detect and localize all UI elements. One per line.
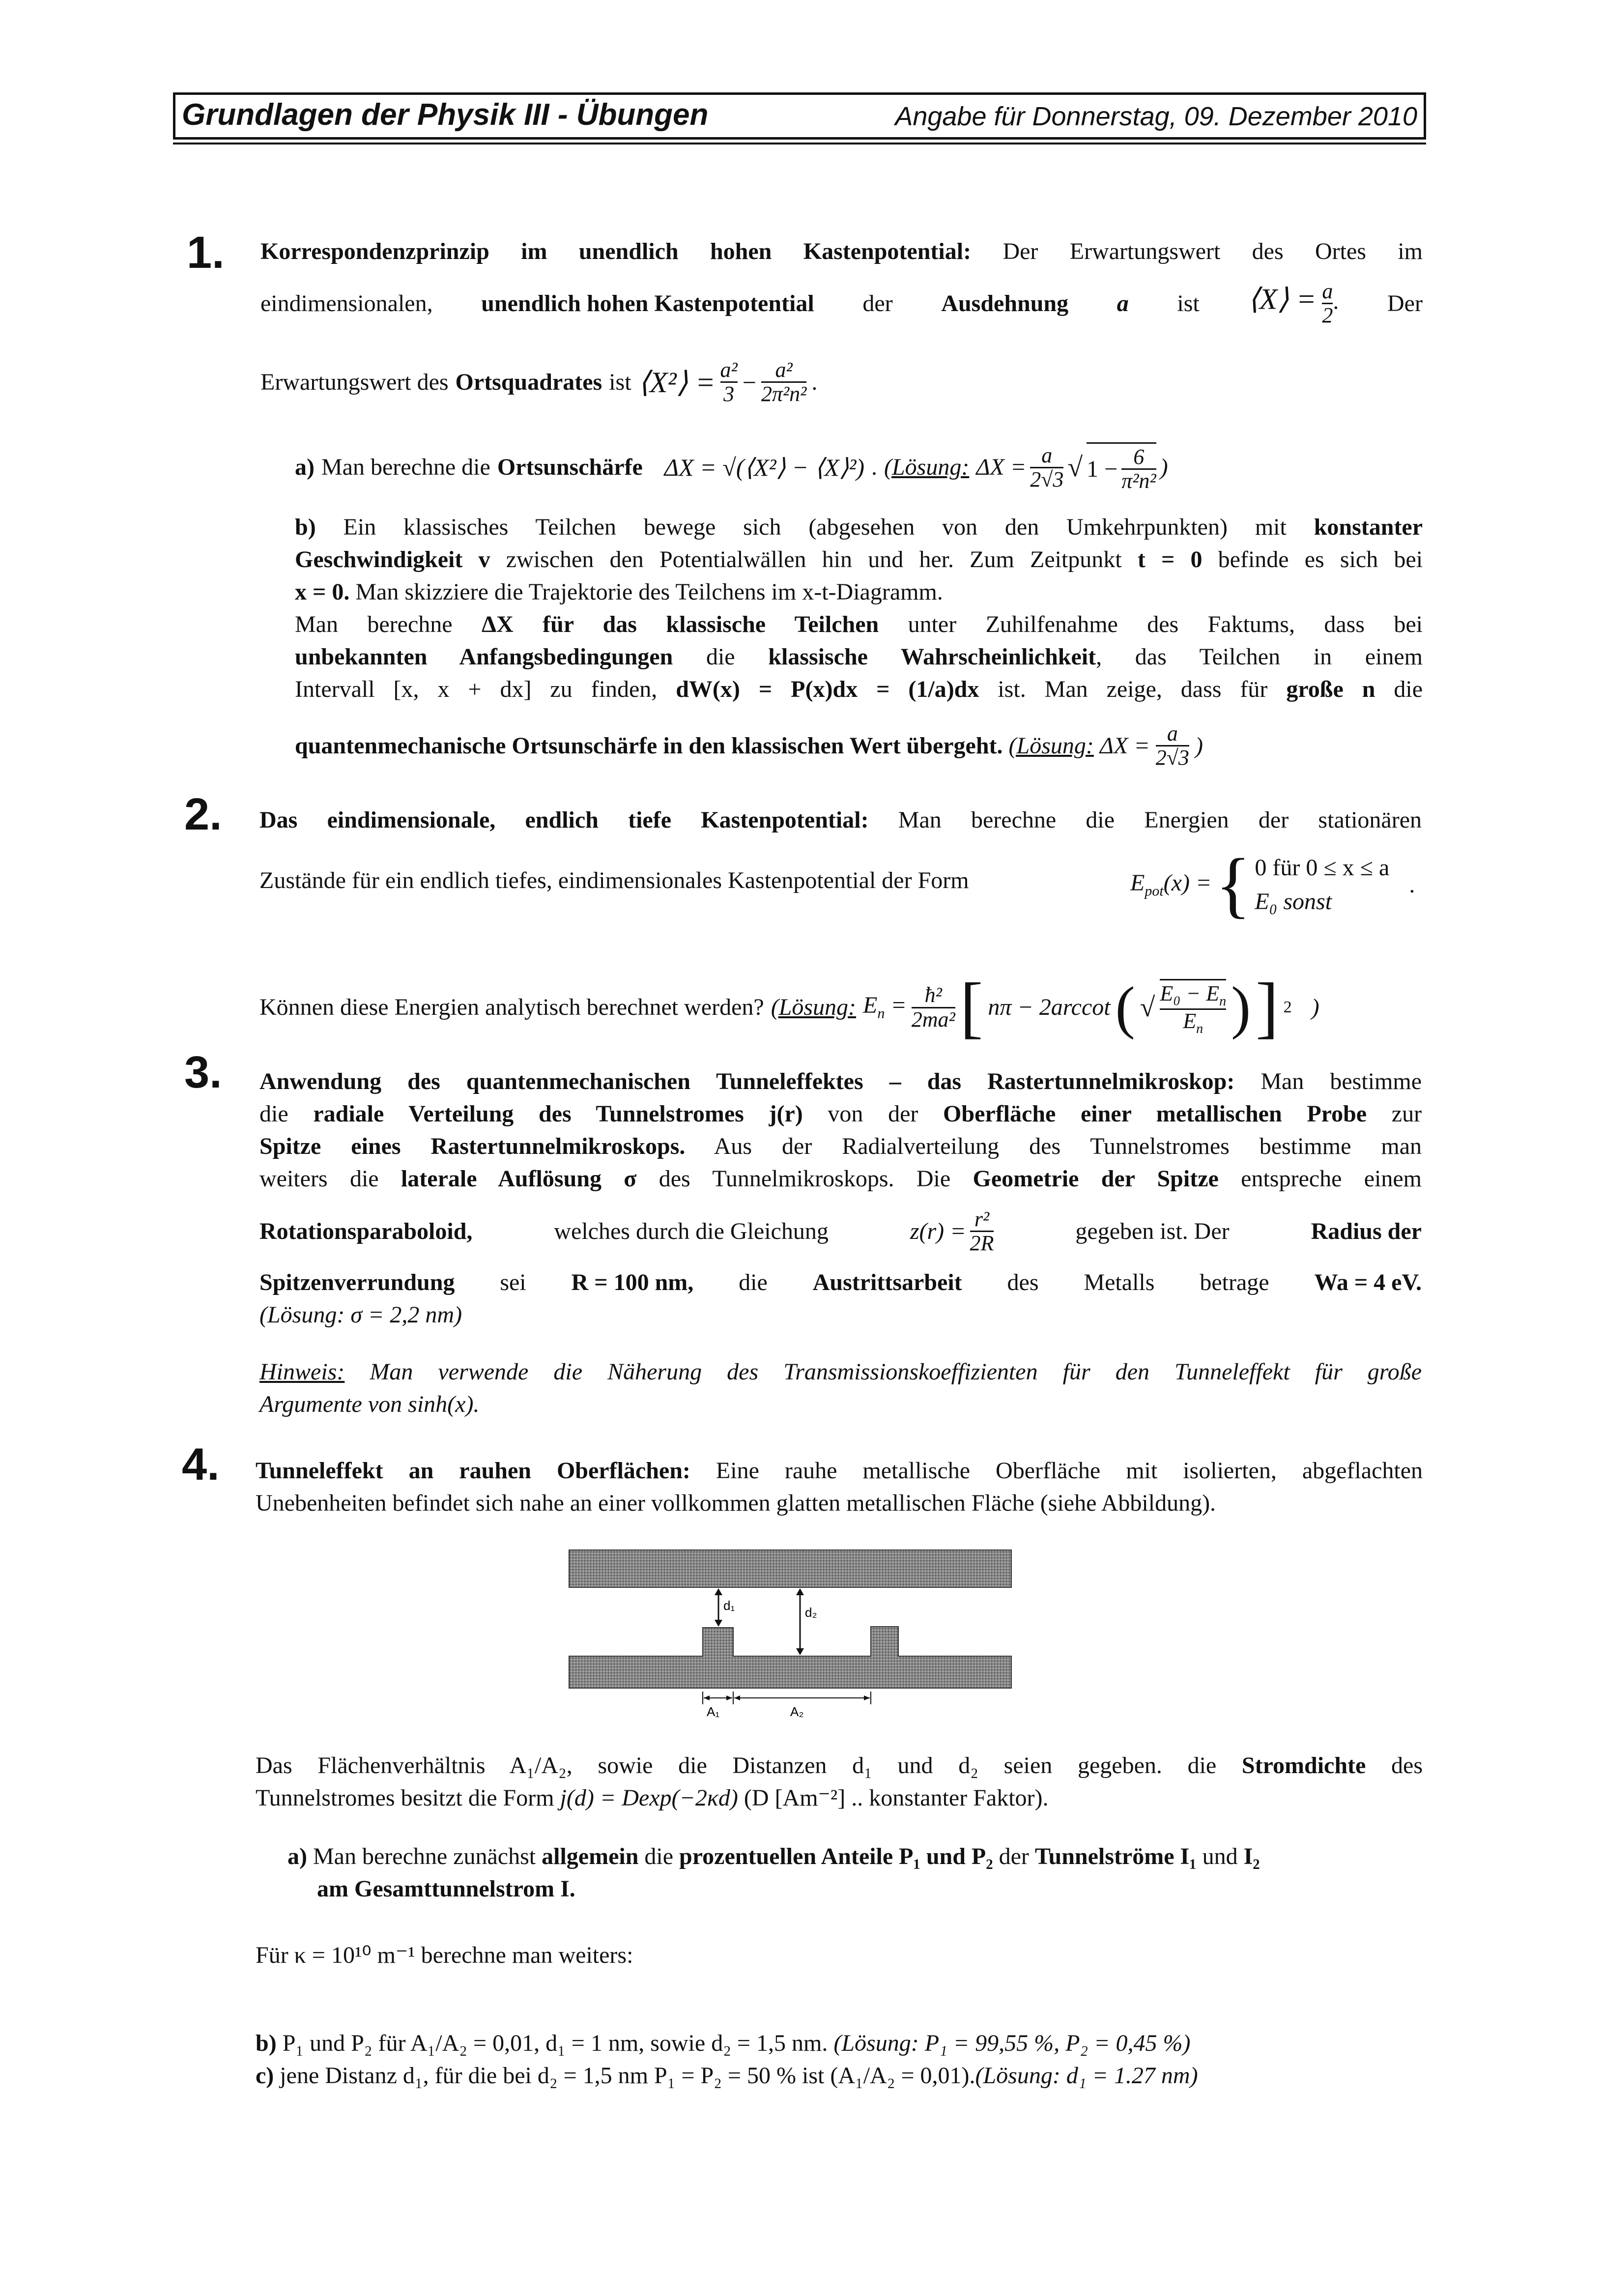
date-line: Angabe für Donnerstag, 09. Dezember 2010 — [895, 102, 1417, 131]
problem-number: 1. — [187, 228, 225, 278]
rough-surface-figure — [560, 1548, 1027, 1720]
problem1-part-b: b) Ein klassisches Teilchen bewege sich (abgesehen von den Umkehrpunkten) mit konstanter Geschwindigkeit v zwischen den Potentialwällen hin und her. Zum Zeitpunkt t = 0 befinde es sich bei x = 0. Man skizziere die Trajektorie des Teilchens im x-t-Diagramm. Man berechne ΔX für das klassische Teilchen unter Zuhilfenahme des Faktums, dass bei unbekannten Anfangsbedingungen die klassische Wahrscheinlichkeit, das Teilchen in einem Intervall [x, x + dx] zu finden, dW(x) = P(x)dx = (1/a)dx ist. Man zeige, dass für große n die quantenmechanische Ortsunschärfe in den klassischen Wert übergeht. (Lösung: ΔX = $\frac{a}{2√3}$ ) — [295, 514, 1423, 770]
problem-number: 2. — [184, 789, 222, 839]
d1-label: d₁ — [723, 1598, 735, 1613]
problem-number: 3. — [184, 1047, 222, 1097]
formula-epot: $E_{pot}(x)$ = { 0 für 0 ≤ x ≤ a E₀ sonst . — [1130, 844, 1415, 925]
smooth-metal-surface — [569, 1550, 1011, 1587]
problem1-line2: eindimensionalen, unendlich hohen Kastenpotential der Ausdehnung a ist ⟨X⟩ = $\frac{a}{2}$ . Der — [260, 279, 1423, 328]
formula-delta-x-solution: ΔX = $\frac{a}{2√3}$ √ 1 − $\frac{6}{\text{π²n²}}$ ) — [976, 443, 1168, 493]
problem3-body: Anwendung des quantenmechanischen Tunneleffektes – das Rastertunnelmikroskop: Man bestimme die radiale Verteilung des Tunnelstromes j(r) von der Oberfläche einer metallischen Probe zur Spitze eines Rastertunnelmikroskops. Aus der Radialverteilung des Tunnelstromes bestimme man weiters die laterale Auflösung σ des Tunnelmikroskops. Die Geometrie der Spitze entspreche einem Rotationsparaboloid, welches durch die Gleichung z(r) = $\frac{\text{r²}}{2R}$ gegeben ist. Der Radius der Spitzenverrundung sei R = 100 nm, die Austrittsarbeit des Metalls betrage Wa = 4 eV. (Lösung: σ = 2,2 nm) Hinweis: Man verwende die Näherung des Transmissionskoeffizienten für den Tunneleffekt für große Argumente von sinh(x). — [259, 1068, 1422, 1418]
problem3-solution: (Lösung: σ = 2,2 nm) — [259, 1302, 462, 1328]
formula-expect-x2: ⟨X²⟩ = $\frac{\text{a²}}{3}$ − $\frac{\text{a²}}{\text{2π²n²}}$ . — [638, 358, 818, 406]
a2-label: A₂ — [790, 1704, 804, 1719]
course-title: Grundlagen der Physik III - Übungen — [182, 98, 709, 132]
problem1-line1: Korrespondenzprinzip im unendlich hohen Kastenpotential: Der Erwartungswert des Ortes im — [260, 238, 1423, 264]
rough-metal-surface — [569, 1627, 1011, 1688]
problem4-body: Das Flächenverhältnis A₁/A₂, sowie die Distanzen d₁ und d₂ seien gegeben. die Stromdichte des Tunnelstromes besitzt die Form j(d) = Dexp(−2κd) (D [Am⁻²] .. konstanter Faktor). — [256, 1752, 1423, 1811]
problem4-intro: Tunneleffekt an rauhen Oberflächen: Eine rauhe metallische Oberfläche mit isolierten, abgeflachten Unebenheiten befindet sich nahe an einer vollkommen glatten metallischen Fläche (siehe Abbildung). — [256, 1458, 1423, 1516]
header-rule — [173, 143, 1426, 144]
problem2-line2: Zustände für ein endlich tiefes, eindimensionales Kastenpotential der Form — [259, 867, 969, 893]
formula-expect-x: ⟨X⟩ = $\frac{a}{2}$ . — [1248, 279, 1339, 328]
formula-delta-x-classic: ΔX = — [1099, 732, 1150, 759]
formula-zr: z(r) = $\frac{\text{r²}}{2R}$ — [910, 1207, 994, 1256]
problem2-title: Das eindimensionale, endlich tiefe Kastenpotential: — [259, 807, 869, 833]
a1-label: A₁ — [707, 1704, 720, 1719]
formula-en: $E_n$ = $\frac{\text{ħ²}}{\text{2ma²}}$ [ nπ − 2arccot ( √ $\frac{E_0 - E_n}{E_n}$ ) ] 2 ) — [863, 969, 1319, 1045]
problem-number: 4. — [182, 1439, 220, 1490]
problem4-parts-bc: b) P₁ und P₂ für A₁/A₂ = 0,01, d₁ = 1 nm, sowie d₂ = 1,5 nm. (Lösung: P₁ = 99,55 %, P₂ = 0,45 %) c) jene Distanz d₁, für die bei d₂ = 1,5 nm P₁ = P₂ = 50 % ist (A₁/A₂ = 0,01).(Lösung: d₁ = 1.27 nm) — [256, 2030, 1198, 2089]
problem1-line3: Erwartungswert des Ortsquadrates ist ⟨X²⟩ = $\frac{\text{a²}}{3}$ − $\frac{\text{a²}}{\text{2π²n²}}$ . — [260, 358, 818, 406]
problem4-part-a: a) Man berechne zunächst allgemein die prozentuellen Anteile P₁ und P₂ der Tunnelströme I₁ und I₂ am Gesamttunnelstrom I. — [287, 1843, 1260, 1902]
formula-delta-x: ΔX = √(⟨X²⟩ − ⟨X⟩²) — [664, 454, 864, 482]
d2-label: d₂ — [805, 1605, 817, 1620]
problem1-part-a: a) Man berechne die Ortsunschärfe ΔX = √(⟨X²⟩ − ⟨X⟩²) . (Lösung: ΔX = $\frac{a}{2√3}$ √ 1 − $\frac{6}{\text{π²n²}}$ ) — [295, 443, 1168, 493]
problem4-kappa-line: Für κ = 10¹⁰ m⁻¹ berechne man weiters: — [256, 1942, 633, 1968]
problem2-line3: Können diese Energien analytisch berechnet werden? (Lösung: $E_n$ = $\frac{\text{ħ²}}{\text{2ma²}}$ [ nπ − 2arccot ( √ $\frac{E_0 - E_n}{E_n}$ ) ] 2 ) — [259, 969, 1319, 1045]
problem2-line1: Das eindimensionale, endlich tiefe Kastenpotential: Man berechne die Energien der stationären — [259, 807, 1422, 833]
problem1-title: Korrespondenzprinzip im unendlich hohen Kastenpotential: — [260, 238, 972, 264]
